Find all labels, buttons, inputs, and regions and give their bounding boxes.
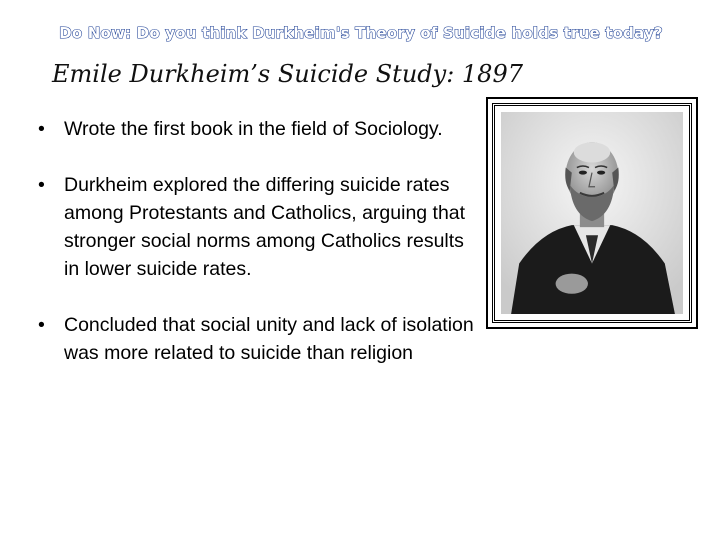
bullet-text: Concluded that social unity and lack of isolation was more related to suicide than religion bbox=[64, 314, 474, 364]
bullet-dot: • bbox=[38, 118, 45, 140]
bullet-text: Durkheim explored the differing suicide rates among Protestants and Catholics, arguing that stronger social norms among Catholics results in lower suicide rates. bbox=[64, 174, 466, 280]
do-now-banner: Do Now: Do you think Durkheim's Theory of Suicide holds true today? bbox=[59, 24, 663, 42]
portrait-photo bbox=[501, 112, 683, 314]
bullet-dot: • bbox=[38, 174, 45, 196]
portrait-border bbox=[492, 103, 692, 323]
bullet-item bbox=[36, 171, 481, 283]
bullet-text: Wrote the first book in the field of Sociology. bbox=[64, 118, 443, 140]
person-portrait-icon bbox=[501, 112, 683, 314]
bullet-item bbox=[36, 311, 481, 367]
portrait-frame bbox=[486, 97, 698, 329]
bullet-list bbox=[36, 115, 481, 395]
bullet-item bbox=[36, 115, 481, 143]
bullet-dot: • bbox=[38, 314, 45, 336]
slide-title: Emile Durkheim’s Suicide Study: 1897 bbox=[52, 60, 523, 88]
